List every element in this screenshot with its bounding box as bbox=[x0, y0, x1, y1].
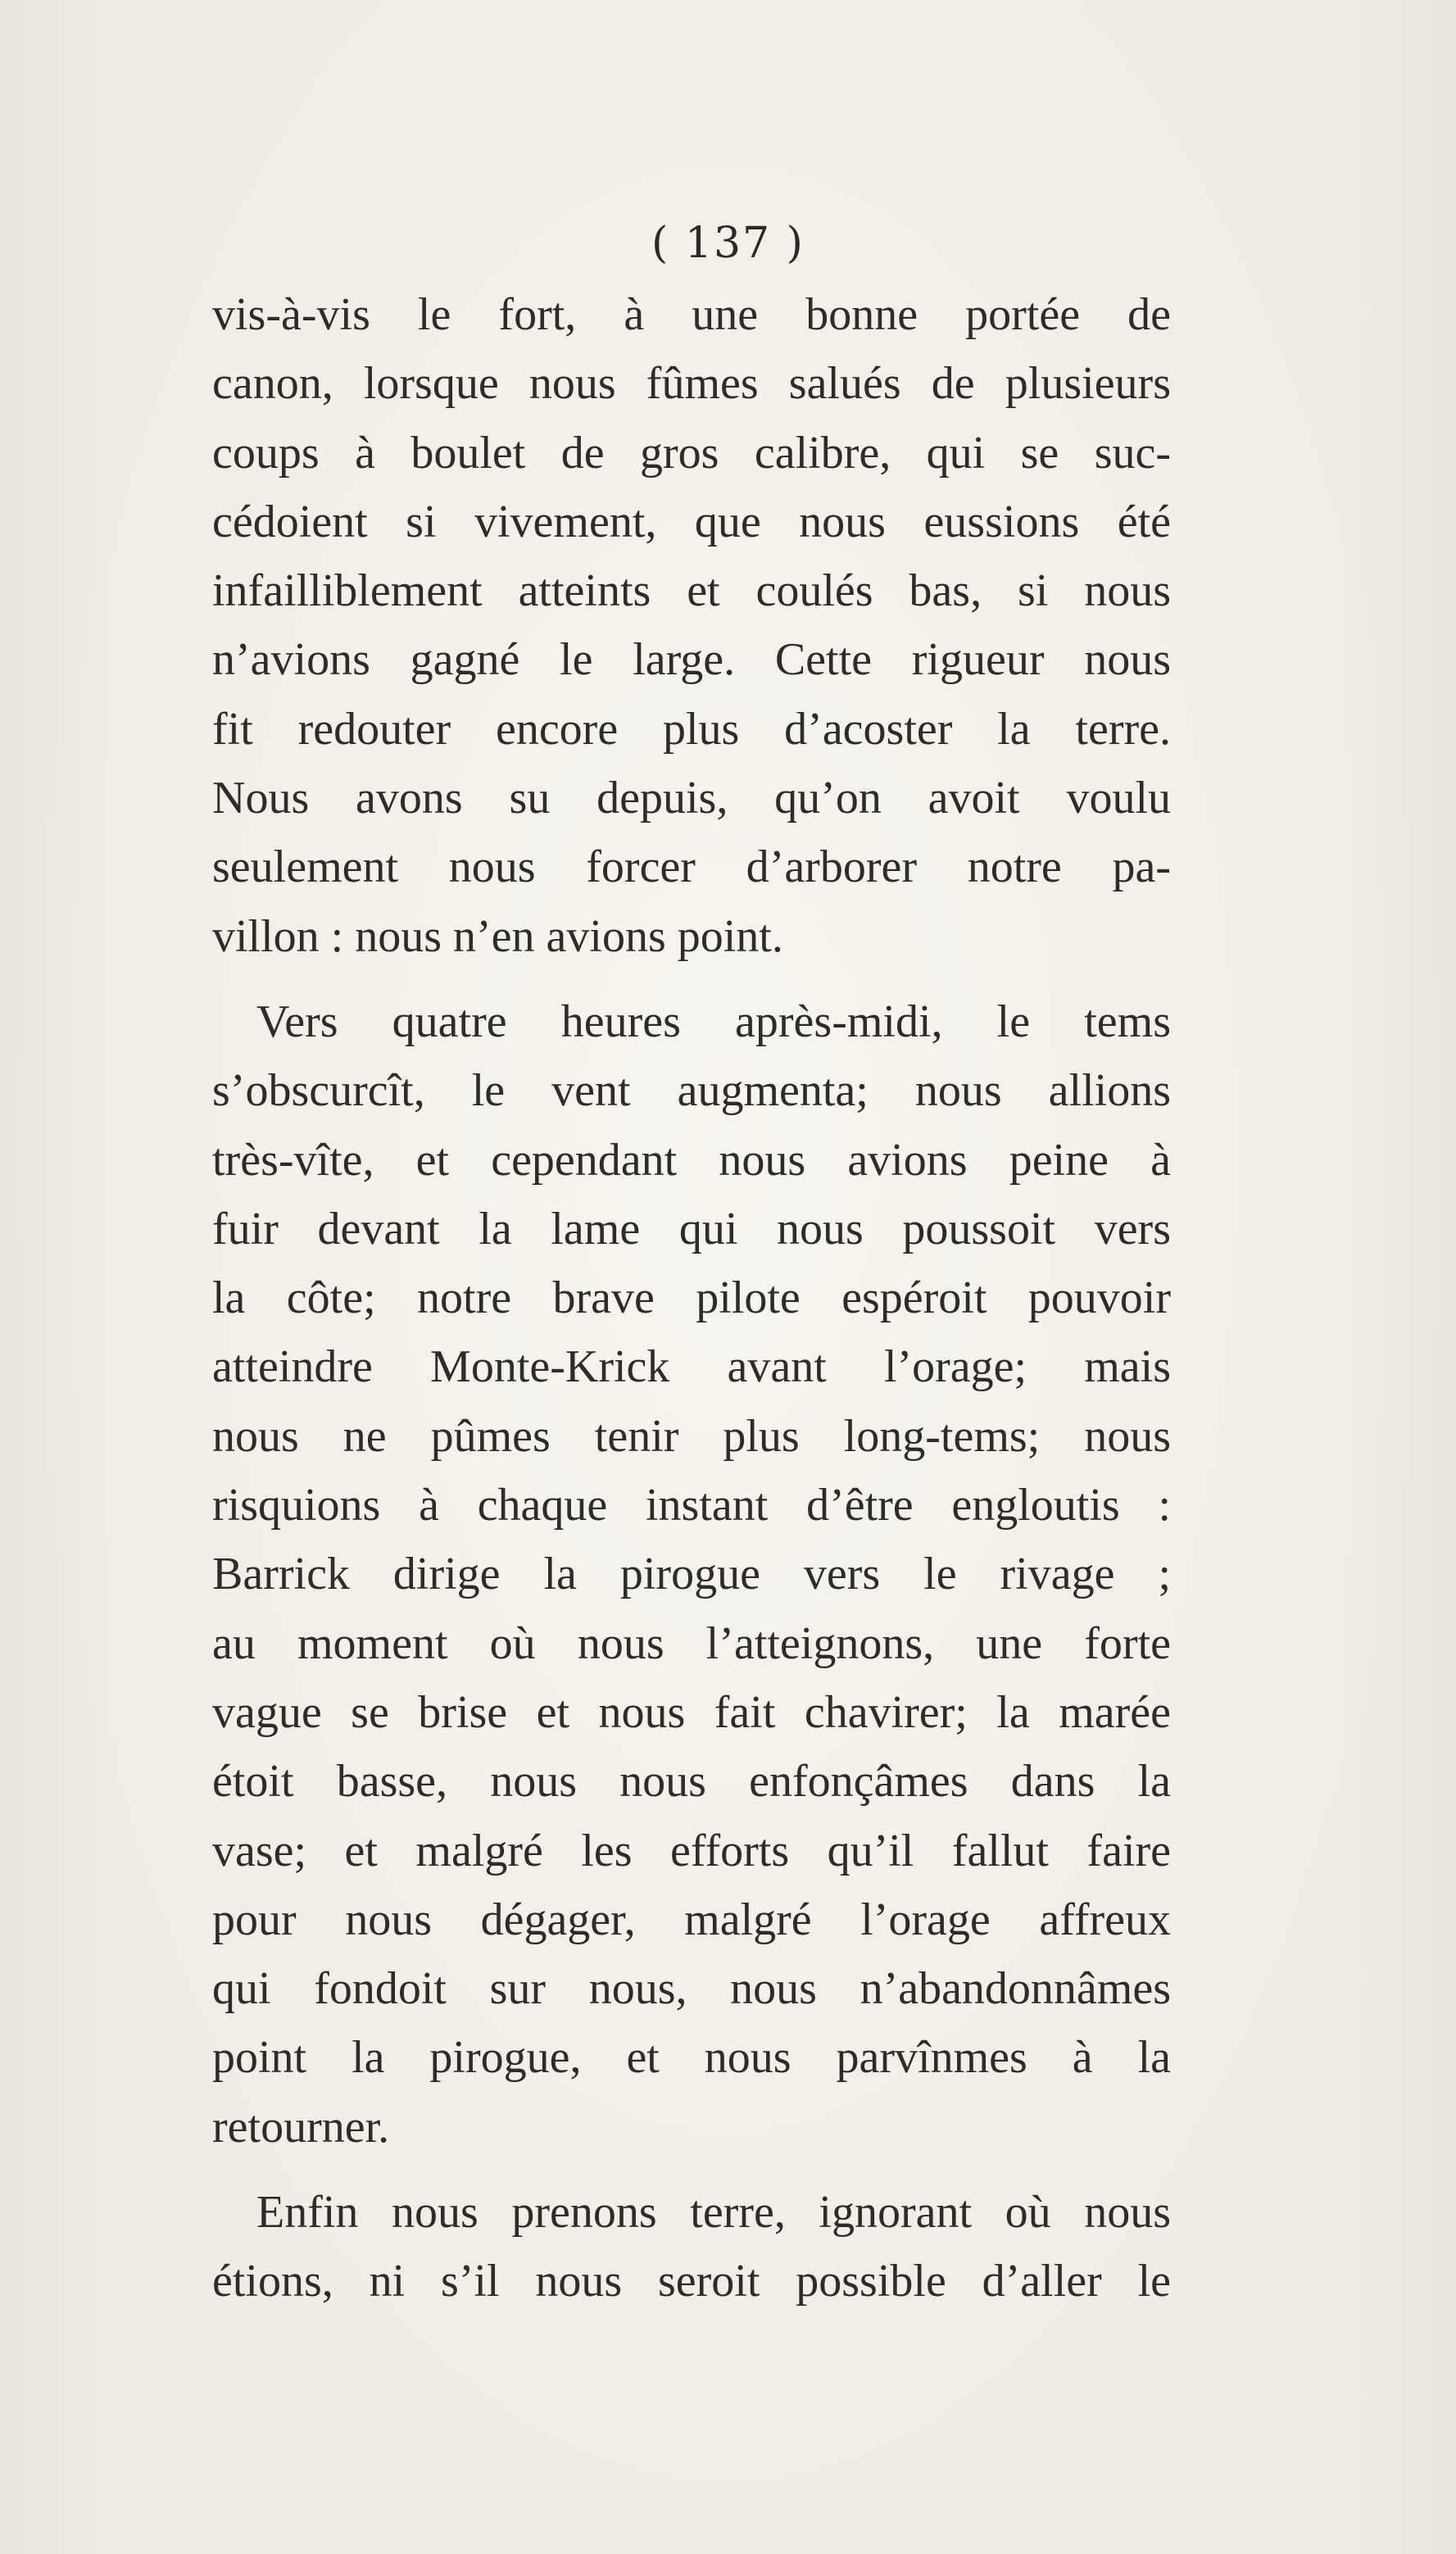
text-line: point la pirogue, et nous parvînmes à la bbox=[212, 2032, 1171, 2084]
text-line: n’avions gagné le large. Cette rigueur nous bbox=[212, 634, 1171, 686]
text-line: risquions à chaque instant d’être engloutis : bbox=[212, 1480, 1171, 1531]
text-line: qui fondoit sur nous, nous n’abandonnâmes bbox=[212, 1963, 1171, 2015]
text-line: fuir devant la lame qui nous poussoit vers bbox=[212, 1203, 1171, 1254]
text-line: Nous avons su depuis, qu’on avoit voulu bbox=[212, 773, 1171, 824]
text-line: la côte; notre brave pilote espéroit pouvoir bbox=[212, 1272, 1171, 1324]
text-line: vase; et malgré les efforts qu’il fallut faire bbox=[212, 1825, 1171, 1876]
text-line: vague se brise et nous fait chavirer; la marée bbox=[212, 1686, 1171, 1738]
text-line: cédoient si vivement, que nous eussions été bbox=[212, 496, 1171, 547]
text-line: vis-à-vis le fort, à une bonne portée de bbox=[212, 289, 1171, 340]
paragraph bbox=[212, 280, 1171, 971]
text-line: infailliblement atteints et coulés bas, si nous bbox=[212, 565, 1171, 617]
text-line: retourner. bbox=[212, 2101, 390, 2153]
text-line: étoit basse, nous nous enfonçâmes dans la bbox=[212, 1756, 1171, 1808]
text-line: nous ne pûmes tenir plus long-tems; nous bbox=[212, 1410, 1171, 1462]
text-line: atteindre Monte-Krick avant l’orage; mais bbox=[212, 1341, 1171, 1393]
text-line: canon, lorsque nous fûmes salués de plusieurs bbox=[212, 358, 1171, 410]
paragraph bbox=[212, 2178, 1171, 2316]
text-line: très-vîte, et cependant nous avions peine à bbox=[212, 1134, 1171, 1186]
text-line: coups à boulet de gros calibre, qui se suc- bbox=[212, 427, 1171, 479]
text-line: étions, ni s’il nous seroit possible d’aller le bbox=[212, 2256, 1171, 2307]
text-line: s’obscurcît, le vent augmenta; nous allions bbox=[212, 1065, 1171, 1117]
text-line: fit redouter encore plus d’acoster la terre. bbox=[212, 703, 1171, 755]
body-text bbox=[212, 280, 1171, 2316]
text-line: villon : nous n’en avions point. bbox=[212, 910, 783, 962]
text-line: seulement nous forcer d’arborer notre pa- bbox=[212, 842, 1171, 893]
text-line: Enfin nous prenons terre, ignorant où nous bbox=[256, 2187, 1171, 2239]
text-line: Barrick dirige la pirogue vers le rivage ; bbox=[212, 1549, 1171, 1600]
text-line: Vers quatre heures après-midi, le tems bbox=[256, 996, 1171, 1047]
paragraph bbox=[212, 987, 1171, 2162]
page-number: ( 137 ) bbox=[651, 219, 805, 268]
text-line: pour nous dégager, malgré l’orage affreux bbox=[212, 1894, 1171, 1945]
text-line: au moment où nous l’atteignons, une forte bbox=[212, 1617, 1171, 1669]
